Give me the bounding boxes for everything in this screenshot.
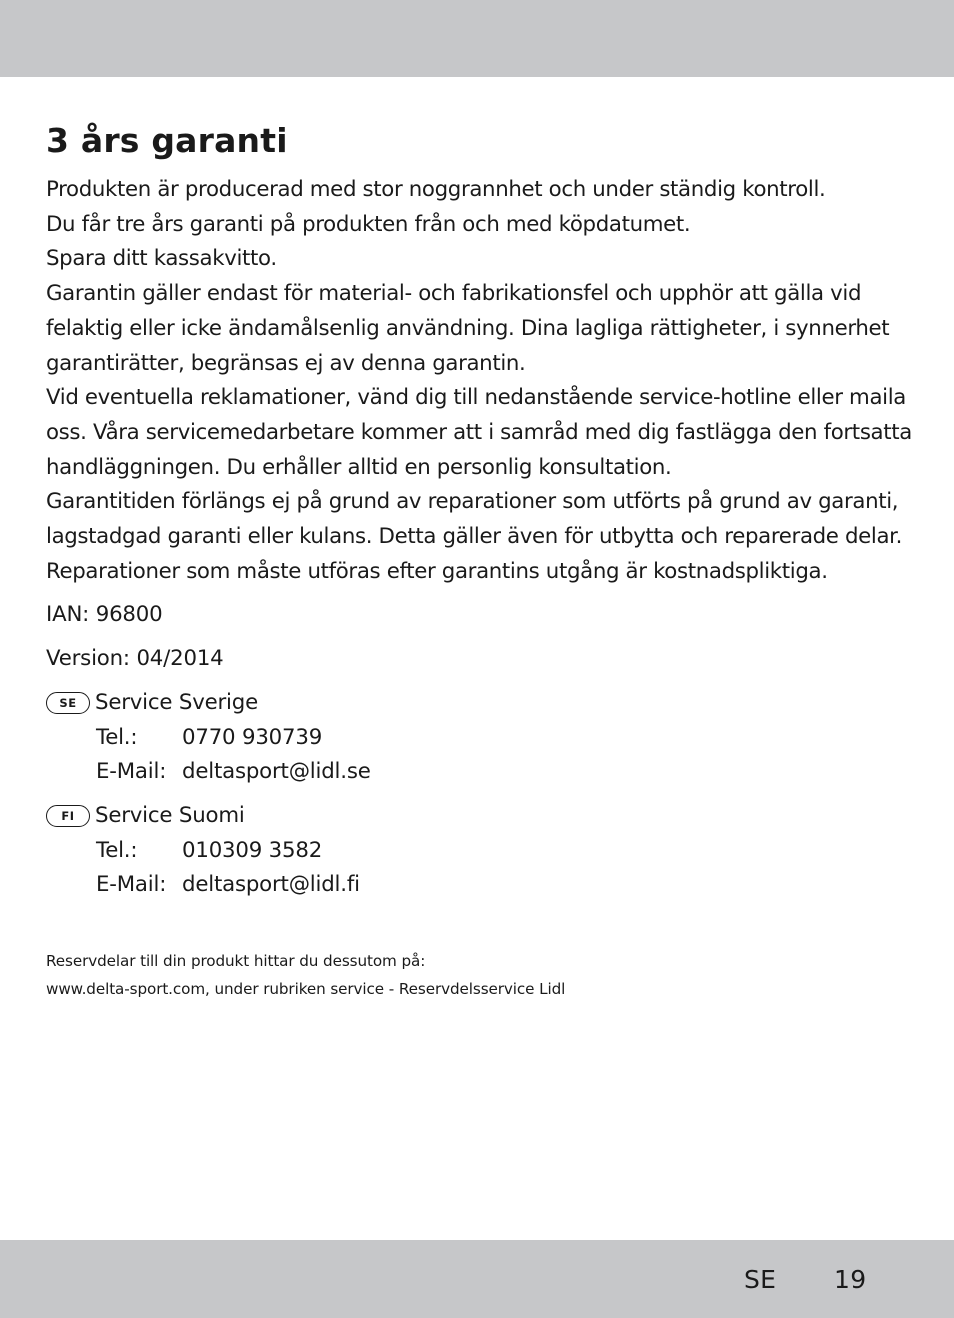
- paragraph: Vid eventuella reklamationer, vänd dig till nedanstående service-hotline eller maila oss. Våra servicemedarbetare kommer att i samråd med dig fastlägga den fortsatta handläggningen. Du erhåller alltid en personlig konsultation.: [46, 385, 912, 480]
- spare-parts-line: www.delta-sport.com, under rubriken service - Reservdelsservice Lidl: [46, 980, 566, 999]
- paragraph: Garantitiden förlängs ej på grund av reparationer som utförts på grund av garanti, lagstadgad garanti eller kulans. Detta gäller även för utbytta och reparerade delar. Reparationer som måste utföras efter garantins utgång är kostnadspliktiga.: [46, 489, 903, 584]
- paragraph: Du får tre års garanti på produkten från och med köpdatumet.: [46, 211, 691, 237]
- ian-number: IAN: 96800: [46, 602, 163, 628]
- service-title: Service Sverige: [95, 689, 258, 715]
- tel-label: Tel.:: [96, 837, 138, 863]
- page-title: 3 års garanti: [46, 121, 288, 160]
- spare-parts-note: [46, 947, 926, 1003]
- page-number: 19: [834, 1265, 867, 1294]
- email-label: E-Mail:: [96, 872, 167, 898]
- warranty-text: [46, 173, 926, 589]
- version-label: Version: 04/2014: [46, 646, 224, 672]
- footer-language: SE: [744, 1265, 777, 1294]
- tel-number: 010309 3582: [182, 837, 323, 863]
- spare-parts-line: Reservdelar till din produkt hittar du dessutom på:: [46, 952, 426, 971]
- email-label: E-Mail:: [96, 759, 167, 785]
- service-sweden: [46, 686, 926, 790]
- email-address: deltasport@lidl.fi: [182, 872, 360, 898]
- paragraph: Garantin gäller endast för material- och fabrikationsfel och upphör att gälla vid felaktig eller icke ändamålsenlig användning. Dina lagliga rättigheter, i synnerhet garantirätter, begränsas ej av denna garantin.: [46, 281, 890, 376]
- footer-band: [0, 1240, 954, 1318]
- service-finland: [46, 799, 926, 903]
- paragraph: Spara ditt kassakvitto.: [46, 246, 277, 272]
- country-badge-fi-icon: FI: [46, 805, 90, 827]
- paragraph: Produkten är producerad med stor noggrannhet och under ständig kontroll.: [46, 177, 826, 202]
- tel-label: Tel.:: [96, 724, 138, 750]
- tel-number: 0770 930739: [182, 724, 323, 750]
- service-title: Service Suomi: [95, 802, 245, 828]
- email-address: deltasport@lidl.se: [182, 759, 371, 785]
- country-badge-se-icon: SE: [46, 692, 90, 714]
- page-content: [46, 120, 926, 1003]
- header-band: [0, 0, 954, 77]
